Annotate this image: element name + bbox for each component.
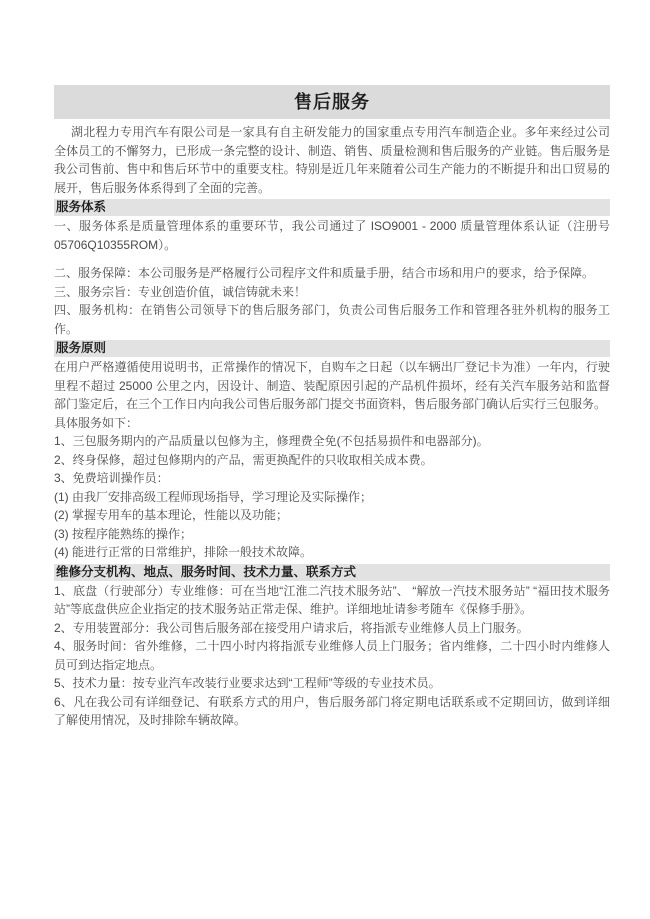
service-system-item-4: 四、服务机构：在销售公司领导下的售后服务部门，负责公司售后服务工作和管理各驻外机构的服务工作。 [54, 303, 610, 336]
service-principles-subitem-2: (2) 掌握专用车的基本理论，性能以及功能； [54, 508, 289, 522]
document-content [54, 85, 610, 730]
service-network-item-6: 6、凡在我公司有详细登记、有联系方式的用户，售后服务部门将定期电话联系或不定期回访，做到详细了解使用情况，及时排除车辆故障。 [54, 694, 610, 727]
service-principles-subitem-4: (4) 能进行正常的日常维护，排除一般技术故障。 [54, 545, 313, 559]
section-header-service-principles [54, 340, 610, 357]
section-heading-text: 服务体系 [56, 200, 107, 214]
document-title: 售后服务 [294, 92, 370, 112]
service-network-item-4: 4、服务时间：省外维修，二十四小时内将指派专业维修人员上门服务；省内维修，二十四小时内维修人员可到达指定地点。 [54, 639, 610, 672]
service-principles-item-2: 2、终身保修，超过包修期内的产品，需更换配件的只收取相关成本费。 [54, 452, 433, 467]
document-title-bar [54, 85, 610, 119]
intro-paragraph: 湖北程力专用汽车有限公司是一家具有自主研发能力的国家重点专用汽车制造企业。多年来经过公司全体员工的不懈努力，已形成一条完整的设计、制造、销售、质量检测和售后服务的产业链。售后服务是我公司售前、售中和售后环节中的重要支柱。特别是近几年来随着公司生产能力的不断提升和出口贸易的展开，售后服务体系得到了全面的完善。 [54, 125, 610, 195]
service-system-item-1: 一、服务体系是质量管理体系的重要环节，我公司通过了 ISO9001 - 2000 质量管理体系认证（注册号 05706Q10355ROM）。 [54, 219, 610, 252]
service-principles-item-1: 1、三包服务期内的产品质量以包修为主，修理费全免(不包括易损件和电器部分)。 [54, 434, 489, 448]
service-principles-item-3: 3、免费培训操作员： [54, 471, 169, 485]
section-header-service-network [54, 564, 610, 581]
service-network-item-5: 5、技术力量：按专业汽车改装行业要求达到“工程师”等级的专业技术员。 [54, 676, 441, 690]
service-principles-paragraph: 在用户严格遵循使用说明书，正常操作的情况下，自购车之日起（以车辆出厂登记卡为准）一年内，行驶里程不超过 25000 公里之内，因设计、制造、装配原因引起的产品机件损坏，经有关汽车服务站和监督部门鉴定后，在三个工作日内向我公司售后服务部门提交书面资料，售后服务部门确认后实行三包服务。 [54, 360, 610, 411]
section-heading-text: 服务原则 [56, 341, 107, 355]
service-system-item-3: 三、服务宗旨：专业创造价值，诚信铸就未来！ [54, 284, 307, 299]
service-principles-subitem-1: (1) 由我厂安排高级工程师现场指导，学习理论及实际操作； [54, 489, 373, 504]
section-header-service-system [54, 199, 610, 216]
service-network-item-1: 1、底盘（行驶部分）专业维修：可在当地“江淮二汽技术服务站”、 “解放一汽技术服务站” “福田技术服务站”等底盘供应企业指定的技术服务站正常走保、维护。详细地址请参考随车《保修手册》。 [54, 583, 610, 616]
service-principles-subitem-3: (3) 按程序能熟练的操作； [54, 526, 193, 541]
service-system-item-2: 二、服务保障：本公司服务是严格履行公司程序文件和质量手册，结合市场和用户的要求，给予保障。 [54, 266, 595, 280]
service-principles-details-label: 具体服务如下： [54, 415, 139, 430]
service-network-item-2: 2、专用装置部分：我公司售后服务部在接受用户请求后，将指派专业维修人员上门服务。 [54, 620, 529, 635]
section-heading-text: 维修分支机构、地点、服务时间、技术力量、联系方式 [56, 564, 357, 579]
